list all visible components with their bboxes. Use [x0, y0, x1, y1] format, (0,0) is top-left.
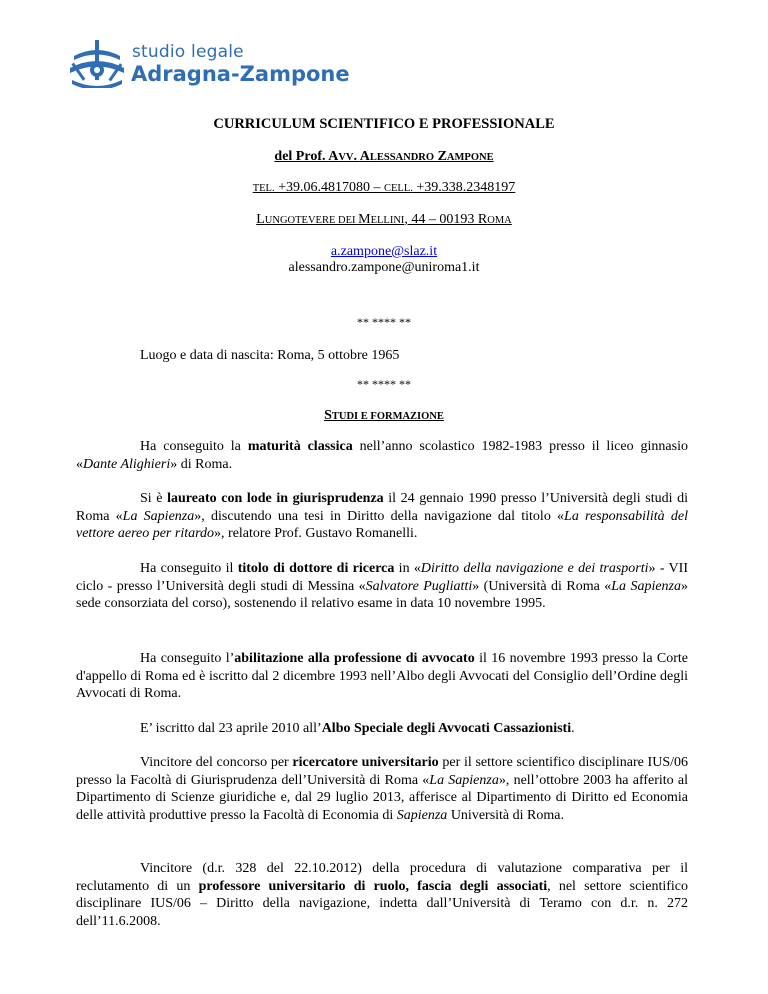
phone-line: TEL. +39.06.4817080 – CELL. +39.338.2348197 [252, 180, 516, 195]
address-line: LUNGOTEVERE DEI MELLINI, 44 – 00193 ROMA [256, 212, 512, 227]
paragraph-ricercatore: Vincitore del concorso per ricercatore universitario per il settore scientifico disciplinare IUS/06 presso la Facoltà di Giurisprudenza dell’Università di Roma «La Sapienza», nell’ottobre 2003 ha afferito al Dipartimento di Scienze giuridiche e, dal 29 luglio 2013, afferisce al Dipartimento di Diritto ed Economia delle attività produttive presso la Facoltà di Economia di Sapienza Università di Roma. [76, 755, 689, 823]
studio-logo [68, 40, 368, 90]
paragraph-laurea: Si è laureato con lode in giurisprudenza il 24 gennaio 1990 presso l’Università degli studi di Roma «La Sapienza», discutendo una tesi in Diritto della navigazione dal titolo «La responsabilità del vettore aereo per ritardo», relatore Prof. Gustavo Romanelli. [76, 491, 689, 541]
birth-info: Luogo e data di nascita: Roma, 5 ottobre 1965 [140, 348, 400, 363]
email-2: alessandro.zampone@uniroma1.it [288, 260, 480, 275]
author-name: del Prof. AVV. ALESSANDRO ZAMPONE [274, 149, 494, 164]
separator: ** **** ** [357, 377, 411, 391]
logo-subtitle: studio legale [132, 42, 244, 62]
separator: ** **** ** [357, 315, 411, 329]
paragraph-dottorato: Ha conseguito il titolo di dottore di ricerca in «Diritto della navigazione e dei trasporti» - VII ciclo - presso l’Università degli studi di Messina «Salvatore Pugliatti» (Università di Roma «La Sapienza» sede consorziata del corso), sostenendo il relativo esame in data 10 novembre 1995. [76, 561, 688, 611]
paragraph-abilitazione: Ha conseguito l’abilitazione alla professione di avvocato il 16 novembre 1993 presso la Corte d'appello di Roma ed è iscritto dal 2 dicembre 1993 nell’Albo degli Avvocati del Consiglio dell’Ordine degli Avvocati di Roma. [76, 651, 688, 701]
section-heading: STUDI E FORMAZIONE [324, 408, 444, 423]
logo-name: Adragna-Zampone [131, 62, 350, 86]
email-link-1[interactable]: a.zampone@slaz.it [330, 244, 438, 259]
paragraph-cassazionisti: E’ iscritto dal 23 aprile 2010 all’Albo Speciale degli Avvocati Cassazionisti. [140, 721, 575, 736]
paragraph-maturita: Ha conseguito la maturità classica nell’anno scolastico 1982-1983 presso il liceo ginnasio «Dante Alighieri» di Roma. [76, 439, 688, 472]
document-title: CURRICULUM SCIENTIFICO E PROFESSIONALE [213, 116, 555, 132]
paragraph-professore-associato: Vincitore (d.r. 328 del 22.10.2012) della procedura di valutazione comparativa per il reclutamento di un professore universitario di ruolo, fascia degli associati, nel settore scientifico disciplinare IUS/06 – Diritto della navigazione, indetta dall’Università di Teramo con d.r. n. 272 dell’11.6.2008. [76, 861, 688, 929]
ship-wheel-icon [68, 40, 126, 88]
